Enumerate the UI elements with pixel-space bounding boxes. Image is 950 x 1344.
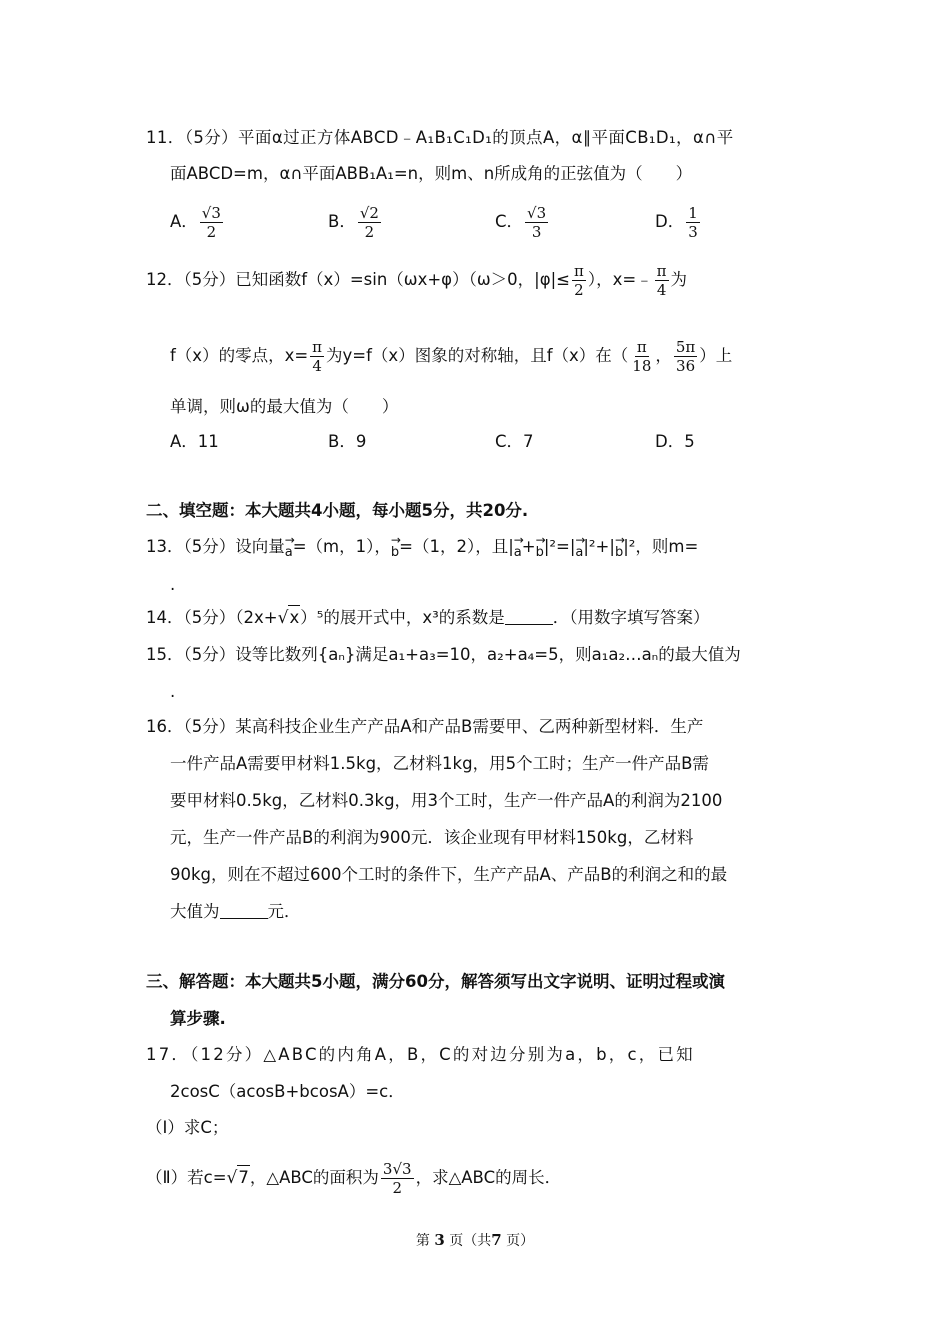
page-number: 3 <box>434 1231 445 1249</box>
q11-line2: 面ABCD=m，α∩平面ABB₁A₁=n，则m、n所成角的正弦值为（ ） <box>170 164 693 183</box>
q16-line5: 90kg，则在不超过600个工时的条件下，生产产品A、产品B的利润之和的最 <box>170 865 728 884</box>
q11-option-b: B． $\frac{√2}{2}$ <box>328 204 379 241</box>
q14-line: 14．（5分）（2x+ √ x ）⁵的展开式中，x³的系数是 ．（用数字填写答案） <box>146 605 709 630</box>
section-3-heading-line1: 三、解答题：本大题共5小题，满分60分，解答须写出文字说明、证明过程或演 <box>146 972 725 991</box>
q17-line1: 17．（12分）△ABC的内角A，B，C的对边分别为a，b，c，已知 <box>146 1045 695 1064</box>
q14-answer-blank <box>505 608 553 625</box>
q16-line1: 16．（5分）某高科技企业生产产品A和产品B需要甲、乙两种新型材料．生产 <box>146 717 704 736</box>
q17-part2: （Ⅱ）若c= √ 7 ，△ABC的面积为 $\frac{3√3}{2}$ ，求△ABC的周长． <box>146 1160 562 1197</box>
q11-line1: 11．（5分）平面α过正方体ABCD﹣A₁B₁C₁D₁的顶点A，α∥平面CB₁D₁，α∩平 <box>146 128 734 147</box>
q13-line2: . <box>170 575 176 594</box>
q15-line2: . <box>170 682 176 701</box>
q16-line6: 大值为 元． <box>170 902 301 921</box>
q16-line3: 要甲材料0.5kg，乙材料0.3kg，用3个工时，生产一件产品A的利润为2100 <box>170 791 723 810</box>
q11-option-c: C． $\frac{√3}{3}$ <box>495 204 547 241</box>
q16-line2: 一件产品A需要甲材料1.5kg，乙材料1kg，用5个工时；生产一件产品B需 <box>170 754 709 773</box>
q15-line1: 15．（5分）设等比数列{aₙ}满足a₁+a₃=10，a₂+a₄=5，则a₁a₂…aₙ的最大值为 <box>146 645 741 664</box>
section-3-heading-line2: 算步骤. <box>170 1009 226 1028</box>
page-total: 7 <box>491 1231 502 1249</box>
q12-line1: 12．（5分）已知函数f（x）=sin（ωx+φ）（ω＞0，|φ|≤ $\frac{\pi}{2}$ ），x=﹣ $\frac{\pi}{4}$ 为 <box>146 262 688 299</box>
q16-line4: 元，生产一件产品B的利润为900元．该企业现有甲材料150kg，乙材料 <box>170 828 694 847</box>
q12-option-d: D．5 <box>655 432 695 451</box>
section-2-heading: 二、填空题：本大题共4小题，每小题5分，共20分. <box>146 501 529 520</box>
q17-line2: 2cosC（acosB+bcosA）=c． <box>170 1082 405 1101</box>
q11-option-a: A． $\frac{√3}{2}$ <box>170 204 221 241</box>
q11-option-d: D． $\frac{1}{3}$ <box>655 204 698 241</box>
q13-line1: 13．（5分）设向量→ a=（m，1），→ b=（1，2），且|→ a+→ b|²=|→ a|²+|→ b|²，则m= <box>146 535 698 565</box>
q12-option-c: C．7 <box>495 432 534 451</box>
q17-part1: （Ⅰ）求C； <box>146 1118 229 1137</box>
page-footer: 第 3 页（共7 页） <box>415 1231 535 1249</box>
q12-option-a: A．11 <box>170 432 219 451</box>
q12-line2: f（x）的零点，x= $\frac{\pi}{4}$ 为y=f（x）图象的对称轴，且f（x）在（ $\frac{\pi}{18}$ ， $\frac{5\pi}{36}$ ）上 <box>170 338 733 375</box>
q12-option-b: B．9 <box>328 432 367 451</box>
q16-answer-blank <box>220 902 268 919</box>
q12-line3: 单调，则ω的最大值为（ ） <box>170 397 399 416</box>
